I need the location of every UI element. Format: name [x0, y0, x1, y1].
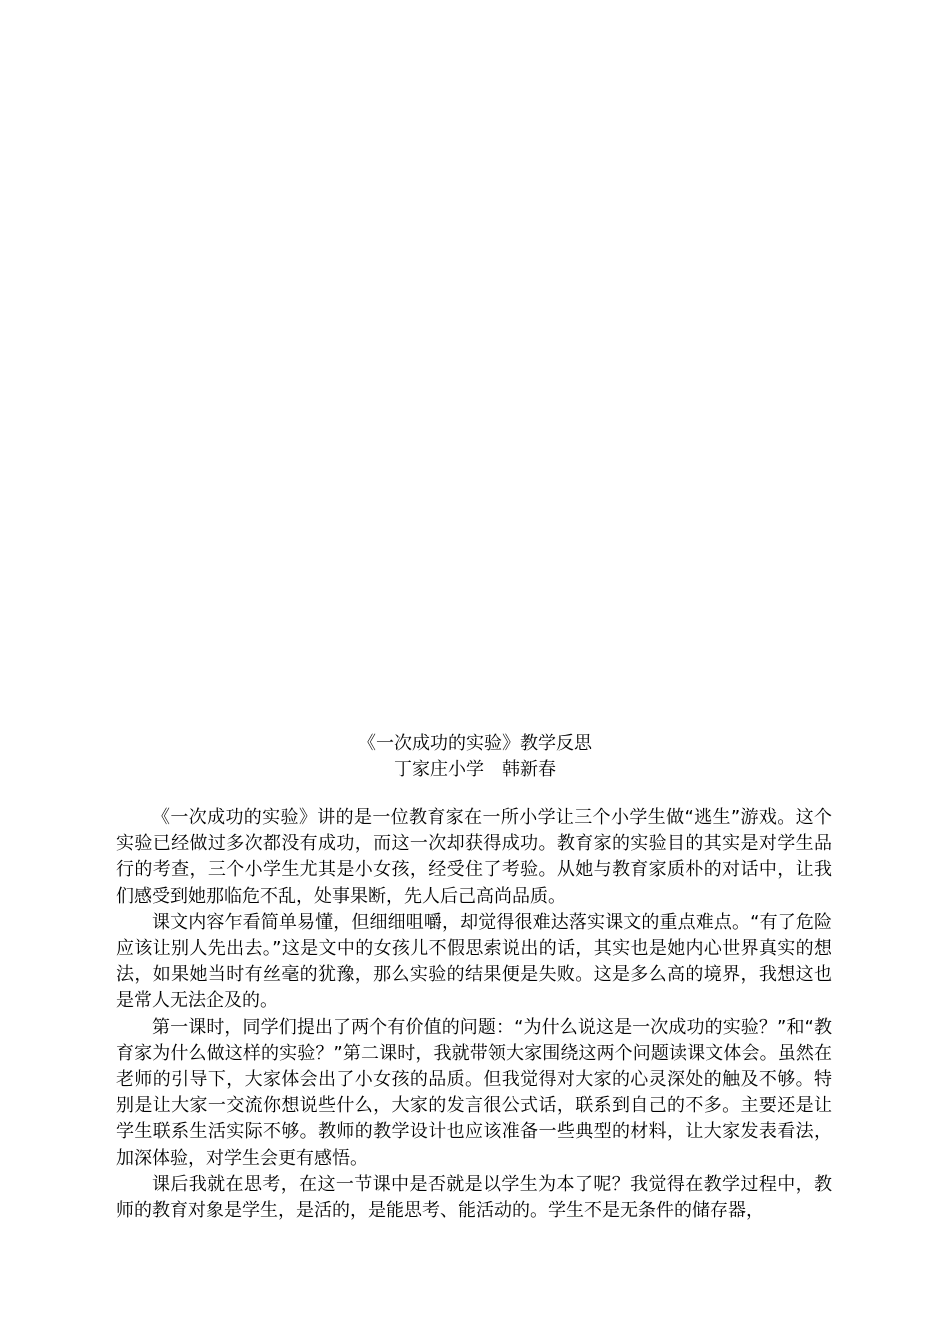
paragraph-4: 课后我就在思考，在这一节课中是否就是以学生为本了呢？我觉得在教学过程中，教师的教育对象是学生，是活的，是能思考、能活动的。学生不是无条件的储存器，: [116, 1173, 832, 1222]
paragraph-1: 《一次成功的实验》讲的是一位教育家在一所小学让三个小学生做“逃生”游戏。这个实验已经做过多次都没有成功，而这一次却获得成功。教育家的实验目的其实是对学生品行的考查，三个小学生尤其是小女孩，经受住了考验。从她与教育家质朴的对话中，让我们感受到她那临危不乱，处事果断，先人后己高尚品质。: [116, 807, 832, 907]
document-title: 《一次成功的实验》教学反思: [358, 733, 592, 754]
document-body: [116, 805, 832, 1224]
title-block: [0, 731, 950, 783]
document-author: 丁家庄小学 韩新春: [394, 759, 556, 780]
paragraph-3: 第一课时，同学们提出了两个有价值的问题：“为什么说这是一次成功的实验？”和“教育家为什么做这样的实验？”第二课时，我就带领大家围绕这两个问题读课文体会。虽然在老师的引导下，大家体会出了小女孩的品质。但我觉得对大家的心灵深处的触及不够。特别是让大家一交流你想说些什么，大家的发言很公式话，联系到自己的不多。主要还是让学生联系生活实际不够。教师的教学设计也应该准备一些典型的材料，让大家发表看法，加深体验，对学生会更有感悟。: [116, 1016, 832, 1169]
paragraph-2: 课文内容乍看简单易懂，但细细咀嚼，却觉得很难达落实课文的重点难点。“有了危险应该让别人先出去。”这是文中的女孩儿不假思索说出的话，其实也是她内心世界真实的想法，如果她当时有丝毫的犹豫，那么实验的结果便是失败。这是多么高的境界，我想这也是常人无法企及的。: [116, 911, 832, 1012]
